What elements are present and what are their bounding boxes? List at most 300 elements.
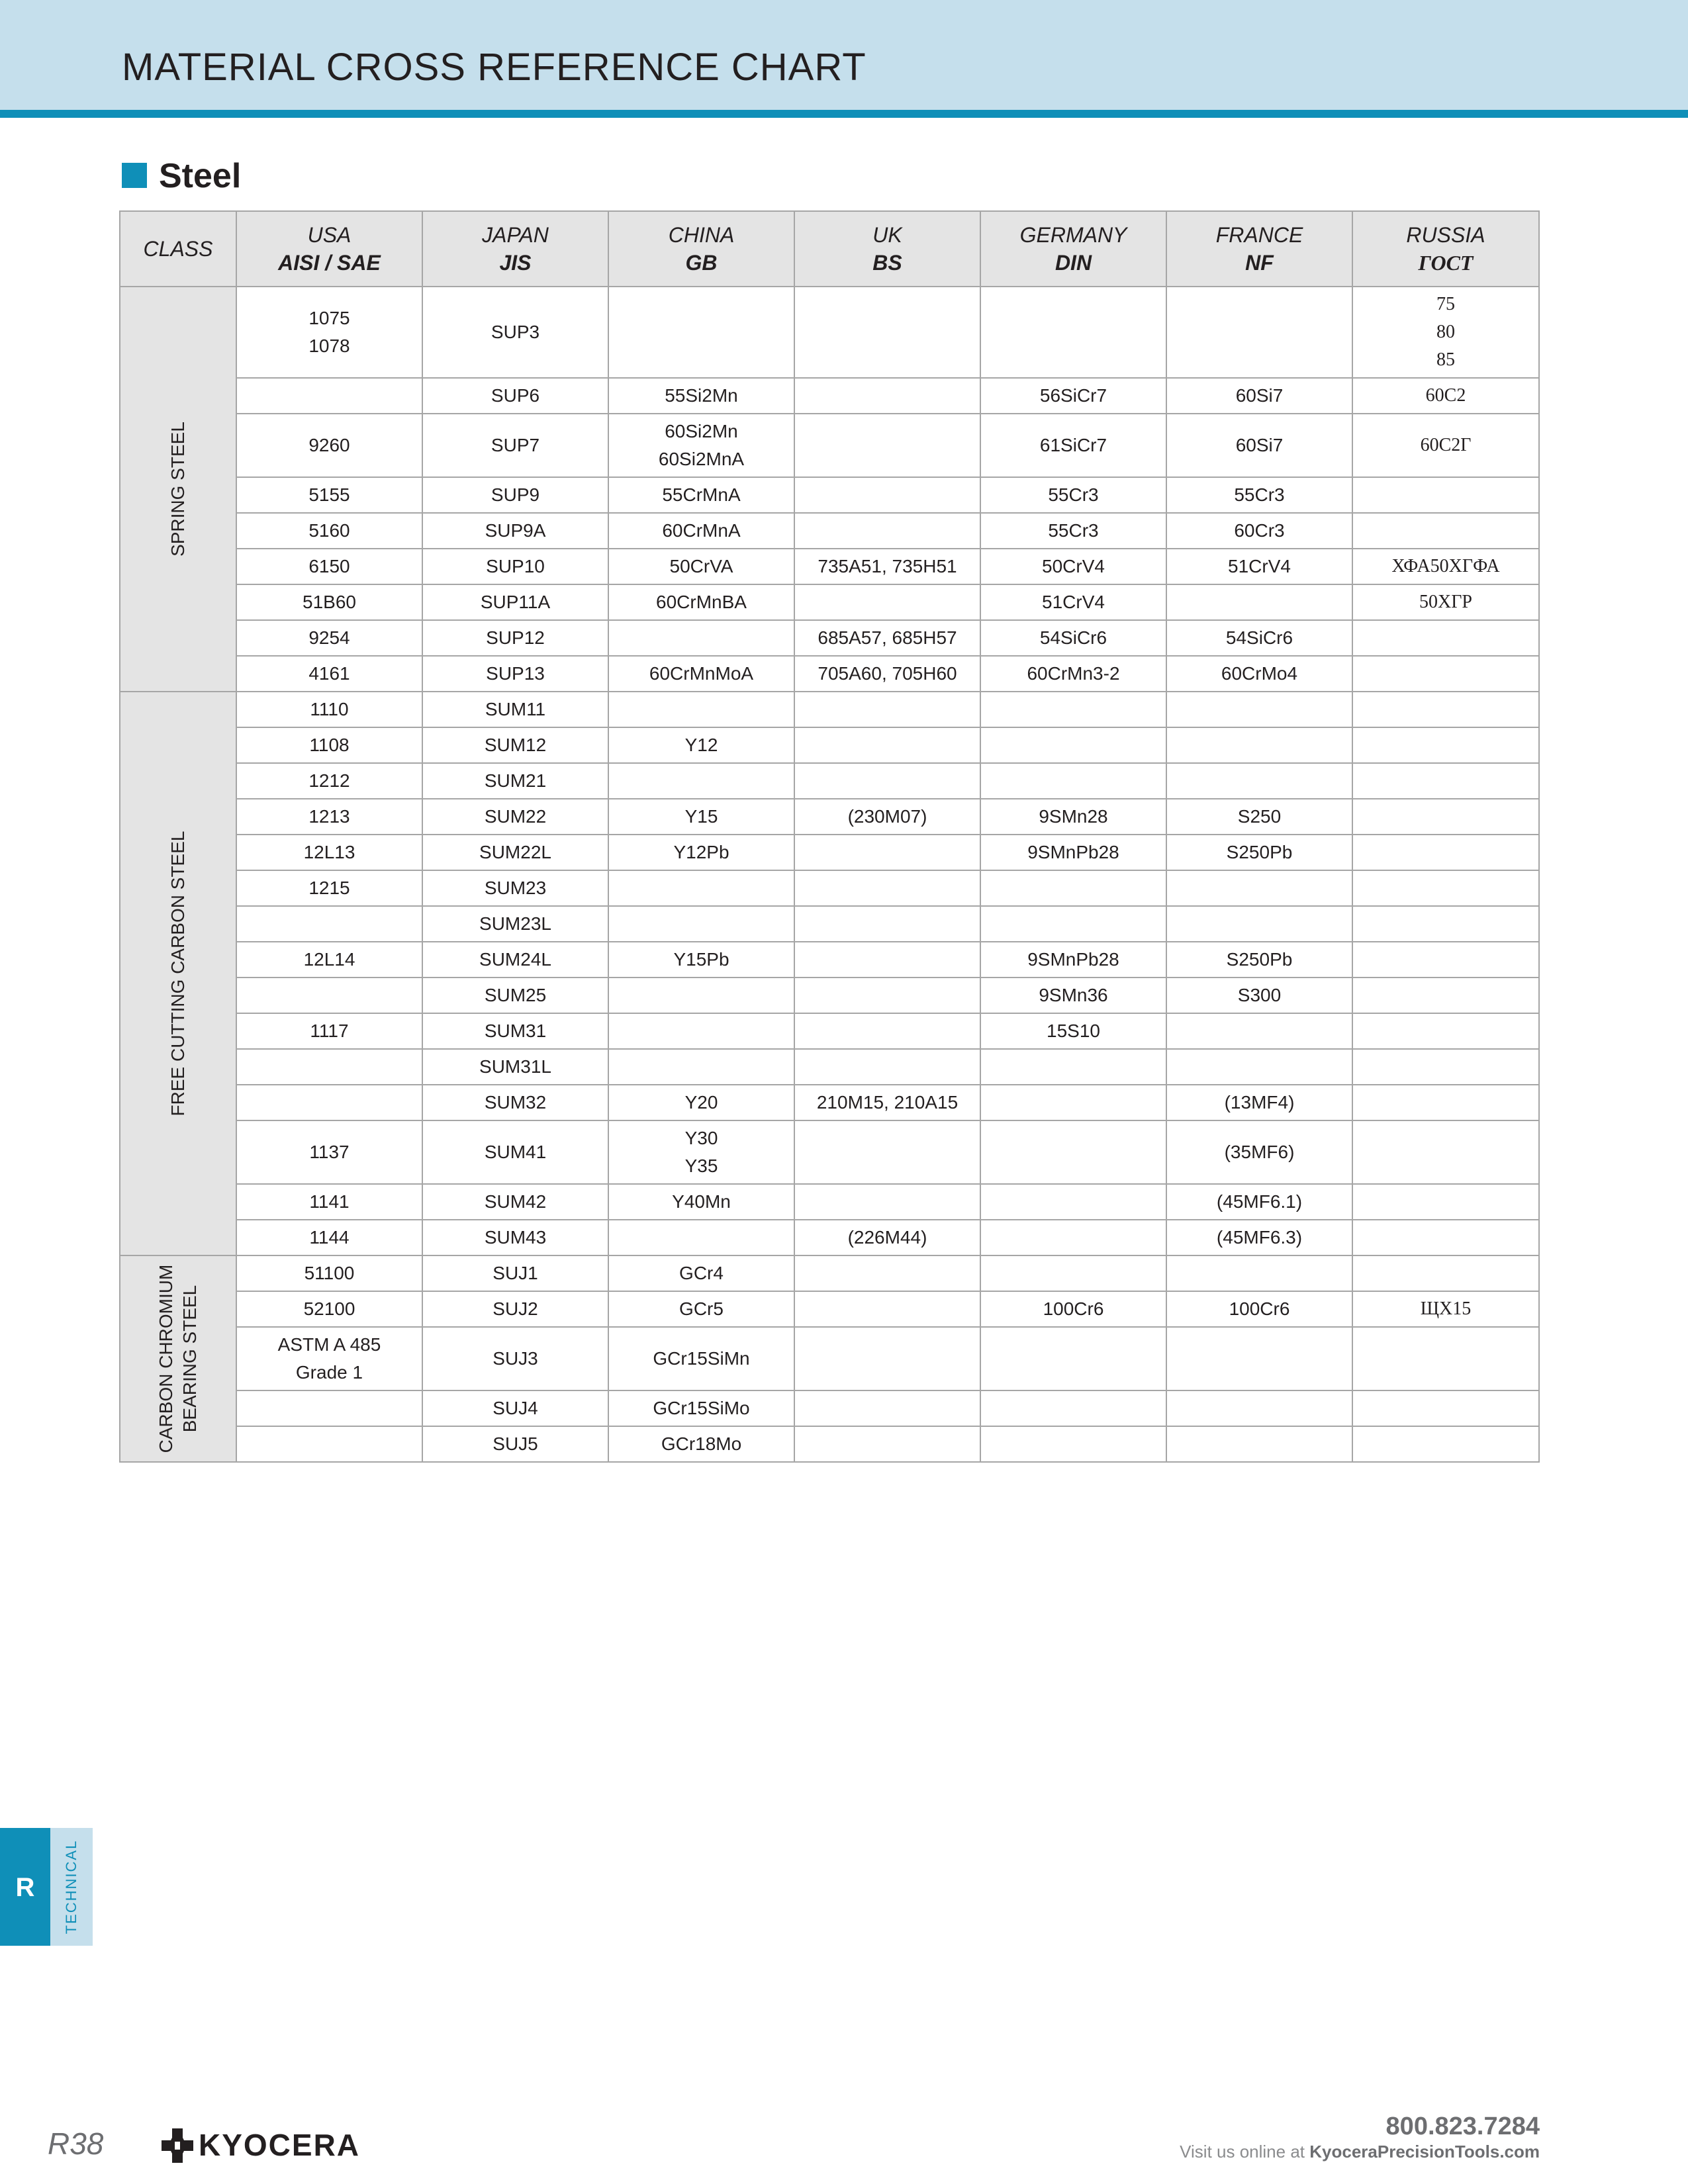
cell-china <box>608 942 794 978</box>
table-row <box>120 549 1539 584</box>
cell-value: (35MF6) <box>1224 1142 1295 1162</box>
table-row <box>120 1255 1539 1291</box>
cell-russia <box>1352 835 1539 870</box>
cell-value: 60Si7 <box>1235 385 1284 406</box>
cell-value: 1108 <box>309 735 350 755</box>
footer-visit <box>1180 2142 1540 2162</box>
cell-value: 60CrMnMoA <box>649 663 754 684</box>
cell-usa <box>236 656 422 692</box>
cell-value: 9260 <box>308 435 350 455</box>
table-row <box>120 1327 1539 1390</box>
cell-value: SUP12 <box>486 627 545 648</box>
cell-japan <box>422 835 608 870</box>
kyocera-logo-icon <box>162 2128 193 2163</box>
cell-china <box>608 549 794 584</box>
cell-china <box>608 692 794 727</box>
cell-uk <box>794 414 980 477</box>
cell-value: 60С2Г <box>1420 435 1472 455</box>
cell-germany <box>980 978 1166 1013</box>
cell-japan <box>422 1120 608 1184</box>
header-china: CHINA GB <box>608 211 794 287</box>
cell-value: SUM22L <box>479 842 551 862</box>
cell-uk <box>794 549 980 584</box>
cell-japan <box>422 656 608 692</box>
cell-russia <box>1352 1220 1539 1255</box>
cell-germany <box>980 942 1166 978</box>
cell-france <box>1166 477 1352 513</box>
cell-japan <box>422 692 608 727</box>
cell-germany <box>980 1426 1166 1462</box>
cell-value: 1075 1078 <box>308 308 350 356</box>
cell-value: Y30 Y35 <box>684 1128 718 1176</box>
cell-germany <box>980 656 1166 692</box>
cell-uk <box>794 1291 980 1327</box>
cell-value: 55Si2Mn <box>665 385 738 406</box>
cell-value: 9SMnPb28 <box>1027 949 1119 970</box>
cell-value: 60CrMnA <box>662 520 741 541</box>
cell-usa <box>236 1049 422 1085</box>
cell-china <box>608 1327 794 1390</box>
cell-value: SUM25 <box>484 985 547 1005</box>
table-row <box>120 799 1539 835</box>
header-japan: JAPAN JIS <box>422 211 608 287</box>
footer-visit-url[interactable]: KyoceraPrecisionTools.com <box>1309 2142 1540 2161</box>
cell-uk <box>794 1255 980 1291</box>
footer-visit-prefix: Visit us online at <box>1180 2142 1310 2161</box>
cell-russia <box>1352 656 1539 692</box>
header-class: CLASS <box>120 211 236 287</box>
header-uk: UK BS <box>794 211 980 287</box>
cell-japan <box>422 477 608 513</box>
cross-reference-table <box>119 210 1540 1463</box>
cell-russia <box>1352 1049 1539 1085</box>
cell-russia <box>1352 1120 1539 1184</box>
cell-usa <box>236 799 422 835</box>
cell-china <box>608 835 794 870</box>
table-row <box>120 287 1539 378</box>
cell-value: SUM31L <box>479 1056 551 1077</box>
cell-russia <box>1352 906 1539 942</box>
cell-value: 51B60 <box>303 592 356 612</box>
cell-germany <box>980 906 1166 942</box>
cell-russia <box>1352 378 1539 414</box>
class-group-label <box>166 831 190 1116</box>
cell-value: 60Si2Mn 60Si2MnA <box>658 421 745 469</box>
table-row <box>120 1426 1539 1462</box>
cell-value: 1137 <box>309 1142 350 1162</box>
cell-germany <box>980 1049 1166 1085</box>
cell-russia <box>1352 1013 1539 1049</box>
cell-value: 51CrV4 <box>1042 592 1105 612</box>
table-row <box>120 584 1539 620</box>
class-group-cell <box>120 287 236 692</box>
cell-germany <box>980 799 1166 835</box>
cell-germany <box>980 1013 1166 1049</box>
cell-uk <box>794 799 980 835</box>
cell-china <box>608 584 794 620</box>
cell-russia <box>1352 727 1539 763</box>
cell-value: 735A51, 735H51 <box>818 556 957 576</box>
cell-value: SUP7 <box>491 435 540 455</box>
cell-japan <box>422 799 608 835</box>
cell-value: SUM23 <box>484 878 547 898</box>
cell-usa <box>236 1220 422 1255</box>
cell-china <box>608 620 794 656</box>
cell-china <box>608 287 794 378</box>
cell-china <box>608 799 794 835</box>
cell-value: GCr4 <box>679 1263 724 1283</box>
cell-usa <box>236 763 422 799</box>
cell-value: 50ХГР <box>1419 592 1472 612</box>
cell-russia <box>1352 978 1539 1013</box>
cell-germany <box>980 835 1166 870</box>
cell-japan <box>422 763 608 799</box>
cell-value: 55CrMnA <box>662 484 741 505</box>
class-group-cell <box>120 692 236 1255</box>
cell-value: SUM12 <box>484 735 547 755</box>
cell-value: 4161 <box>308 663 350 684</box>
cell-russia <box>1352 549 1539 584</box>
cell-value: 55Cr3 <box>1048 520 1099 541</box>
header-usa: USA AISI / SAE <box>236 211 422 287</box>
header-france: FRANCE NF <box>1166 211 1352 287</box>
cell-usa <box>236 414 422 477</box>
cell-germany <box>980 378 1166 414</box>
cell-usa <box>236 620 422 656</box>
cell-china <box>608 477 794 513</box>
cell-value: SUP13 <box>486 663 545 684</box>
cell-value: ХФА50ХГФА <box>1391 556 1500 576</box>
cell-value: SUP3 <box>491 322 540 342</box>
cell-value: 5160 <box>308 520 350 541</box>
class-group-label <box>166 422 190 557</box>
cell-value: 56SiCr7 <box>1039 385 1107 406</box>
cell-value: (226M44) <box>847 1227 927 1248</box>
cell-france <box>1166 870 1352 906</box>
cell-value: SUM32 <box>484 1092 547 1113</box>
cell-value: Y40Mn <box>672 1191 731 1212</box>
cell-uk <box>794 1120 980 1184</box>
cell-uk <box>794 906 980 942</box>
cell-value: SUM31 <box>484 1021 547 1041</box>
cell-usa <box>236 1426 422 1462</box>
cell-usa <box>236 942 422 978</box>
cell-japan <box>422 1426 608 1462</box>
cell-value: SUP10 <box>486 556 545 576</box>
cell-germany <box>980 549 1166 584</box>
page-title: MATERIAL CROSS REFERENCE CHART <box>122 46 867 89</box>
cell-france <box>1166 835 1352 870</box>
cell-russia <box>1352 287 1539 378</box>
cell-france <box>1166 584 1352 620</box>
cell-france <box>1166 727 1352 763</box>
cell-germany <box>980 1291 1166 1327</box>
cell-uk <box>794 942 980 978</box>
cell-value: 60Cr3 <box>1234 520 1285 541</box>
table-row <box>120 1120 1539 1184</box>
cell-usa <box>236 287 422 378</box>
cell-uk <box>794 835 980 870</box>
cell-japan <box>422 378 608 414</box>
cell-usa <box>236 584 422 620</box>
cell-uk <box>794 584 980 620</box>
cell-usa <box>236 692 422 727</box>
cell-russia <box>1352 1255 1539 1291</box>
class-group-cell <box>120 1255 236 1462</box>
cell-china <box>608 1390 794 1426</box>
cell-germany <box>980 477 1166 513</box>
cell-germany <box>980 414 1166 477</box>
table-row <box>120 620 1539 656</box>
cell-china <box>608 1049 794 1085</box>
cell-france <box>1166 1390 1352 1426</box>
cell-value: 1141 <box>309 1191 350 1212</box>
section-square-icon <box>122 163 147 188</box>
cell-value: GCr15SiMo <box>653 1398 750 1418</box>
cell-value: 1212 <box>308 770 350 791</box>
cell-value: 54SiCr6 <box>1039 627 1107 648</box>
cell-value: 5155 <box>308 484 350 505</box>
cell-japan <box>422 1049 608 1085</box>
cell-value: 1117 <box>310 1021 349 1041</box>
cell-china <box>608 1426 794 1462</box>
cell-uk <box>794 727 980 763</box>
cell-value: SUP9A <box>485 520 546 541</box>
cell-france <box>1166 1049 1352 1085</box>
cell-uk <box>794 1184 980 1220</box>
kyocera-logo-text: KYOCERA <box>199 2128 361 2162</box>
cell-uk <box>794 870 980 906</box>
cell-russia <box>1352 1426 1539 1462</box>
cell-japan <box>422 287 608 378</box>
cell-value: 12L14 <box>303 949 355 970</box>
cell-france <box>1166 620 1352 656</box>
cell-japan <box>422 513 608 549</box>
table-row <box>120 692 1539 727</box>
cell-russia <box>1352 692 1539 727</box>
cell-value: 51CrV4 <box>1228 556 1291 576</box>
table-row <box>120 906 1539 942</box>
cell-germany <box>980 727 1166 763</box>
cell-japan <box>422 978 608 1013</box>
table-row <box>120 1291 1539 1327</box>
cell-value: SUM22 <box>484 806 547 827</box>
cell-germany <box>980 1120 1166 1184</box>
cell-germany <box>980 692 1166 727</box>
cell-value: ASTM A 485 Grade 1 <box>277 1334 381 1383</box>
cell-value: SUP9 <box>491 484 540 505</box>
header-rule <box>0 110 1688 118</box>
cell-france <box>1166 656 1352 692</box>
cell-value: SUM23L <box>479 913 551 934</box>
cell-france <box>1166 942 1352 978</box>
cell-value: 12L13 <box>303 842 355 862</box>
table-row <box>120 727 1539 763</box>
cell-value: SUM42 <box>484 1191 547 1212</box>
cell-japan <box>422 584 608 620</box>
cell-value: 705A60, 705H60 <box>818 663 957 684</box>
cell-japan <box>422 1220 608 1255</box>
cell-usa <box>236 906 422 942</box>
cell-usa <box>236 1184 422 1220</box>
table-row <box>120 763 1539 799</box>
cell-value: SUJ2 <box>492 1298 538 1319</box>
cell-usa <box>236 978 422 1013</box>
cell-uk <box>794 978 980 1013</box>
cell-germany <box>980 287 1166 378</box>
cell-usa <box>236 727 422 763</box>
cell-usa <box>236 1255 422 1291</box>
cell-value: SUM41 <box>484 1142 547 1162</box>
cell-value: SUP6 <box>491 385 540 406</box>
cell-china <box>608 378 794 414</box>
cell-value: ЩХ15 <box>1420 1298 1472 1319</box>
cell-value: SUJ4 <box>492 1398 538 1418</box>
cell-value: SUP11A <box>480 592 551 612</box>
cell-germany <box>980 513 1166 549</box>
cell-japan <box>422 1184 608 1220</box>
cell-france <box>1166 1220 1352 1255</box>
cell-china <box>608 978 794 1013</box>
cell-value: 51100 <box>304 1263 355 1283</box>
cell-france <box>1166 1255 1352 1291</box>
cell-china <box>608 656 794 692</box>
cell-value: S250 <box>1237 806 1282 827</box>
cell-france <box>1166 1120 1352 1184</box>
cell-russia <box>1352 1291 1539 1327</box>
cell-russia <box>1352 513 1539 549</box>
table-row <box>120 1085 1539 1120</box>
cell-value: 1215 <box>308 878 350 898</box>
cell-japan <box>422 906 608 942</box>
cell-value: SUJ1 <box>492 1263 538 1283</box>
cell-china <box>608 1255 794 1291</box>
cell-japan <box>422 1255 608 1291</box>
cell-germany <box>980 763 1166 799</box>
cell-uk <box>794 656 980 692</box>
table-body <box>120 287 1539 1462</box>
cell-value: (13MF4) <box>1224 1092 1295 1113</box>
cell-value: 100Cr6 <box>1043 1298 1104 1319</box>
cell-uk <box>794 1085 980 1120</box>
cell-japan <box>422 727 608 763</box>
cell-value: S250Pb <box>1226 842 1293 862</box>
cell-uk <box>794 1013 980 1049</box>
cell-japan <box>422 942 608 978</box>
cell-china <box>608 763 794 799</box>
cell-usa <box>236 1013 422 1049</box>
table-row <box>120 942 1539 978</box>
cell-value: 60Si7 <box>1235 435 1284 455</box>
cell-usa <box>236 1120 422 1184</box>
cell-value: Y15 <box>684 806 718 827</box>
class-group-label-line: CARBON CHROMIUM <box>156 1264 176 1453</box>
cell-france <box>1166 692 1352 727</box>
cell-france <box>1166 1184 1352 1220</box>
header-russia: RUSSIA ГОСТ <box>1352 211 1539 287</box>
cell-usa <box>236 1390 422 1426</box>
header-germany: GERMANY DIN <box>980 211 1166 287</box>
cell-japan <box>422 620 608 656</box>
cell-china <box>608 1291 794 1327</box>
cell-value: GCr18Mo <box>661 1433 742 1454</box>
cell-china <box>608 1220 794 1255</box>
cell-china <box>608 1013 794 1049</box>
cell-france <box>1166 1426 1352 1462</box>
cell-france <box>1166 378 1352 414</box>
cell-value: GCr15SiMn <box>653 1348 750 1369</box>
cell-germany <box>980 620 1166 656</box>
cell-russia <box>1352 414 1539 477</box>
cell-value: SUM11 <box>485 699 546 719</box>
cell-usa <box>236 1327 422 1390</box>
cell-uk <box>794 620 980 656</box>
cell-value: 60С2 <box>1425 385 1466 406</box>
cell-value: 685A57, 685H57 <box>818 627 957 648</box>
cell-france <box>1166 978 1352 1013</box>
cell-germany <box>980 1327 1166 1390</box>
cell-france <box>1166 1291 1352 1327</box>
page-number: R38 <box>48 2126 104 2161</box>
cell-russia <box>1352 1184 1539 1220</box>
cell-value: 60CrMo4 <box>1221 663 1298 684</box>
cell-russia <box>1352 1327 1539 1390</box>
cell-value: 50CrVA <box>669 556 733 576</box>
cell-uk <box>794 378 980 414</box>
table-row <box>120 978 1539 1013</box>
table-row <box>120 1013 1539 1049</box>
table-row <box>120 656 1539 692</box>
cell-value: SUJ5 <box>492 1433 538 1454</box>
section-title: Steel <box>159 157 242 195</box>
cell-value: 100Cr6 <box>1229 1298 1290 1319</box>
cell-france <box>1166 799 1352 835</box>
table-row <box>120 1390 1539 1426</box>
cell-germany <box>980 1255 1166 1291</box>
cell-russia <box>1352 1085 1539 1120</box>
cell-value: 55Cr3 <box>1048 484 1099 505</box>
cell-china <box>608 414 794 477</box>
cell-japan <box>422 1327 608 1390</box>
cell-france <box>1166 287 1352 378</box>
cell-germany <box>980 1085 1166 1120</box>
cell-value: 60CrMnBA <box>656 592 747 612</box>
cell-value: S250Pb <box>1226 949 1293 970</box>
cell-china <box>608 870 794 906</box>
cell-russia <box>1352 799 1539 835</box>
cell-value: 54SiCr6 <box>1225 627 1293 648</box>
cell-japan <box>422 1390 608 1426</box>
cell-usa <box>236 835 422 870</box>
cell-japan <box>422 549 608 584</box>
table-row <box>120 870 1539 906</box>
cell-germany <box>980 1184 1166 1220</box>
cell-uk <box>794 1049 980 1085</box>
section-tab-label: TECHNICAL <box>63 1839 79 1934</box>
cell-value: (45MF6.3) <box>1216 1227 1303 1248</box>
cell-china <box>608 1120 794 1184</box>
cell-china <box>608 1184 794 1220</box>
table-row <box>120 513 1539 549</box>
cell-usa <box>236 549 422 584</box>
cell-uk <box>794 692 980 727</box>
table-row <box>120 378 1539 414</box>
cell-value: 15S10 <box>1047 1021 1100 1041</box>
cell-china <box>608 727 794 763</box>
cell-russia <box>1352 763 1539 799</box>
cell-uk <box>794 513 980 549</box>
cell-value: 1110 <box>310 699 349 719</box>
